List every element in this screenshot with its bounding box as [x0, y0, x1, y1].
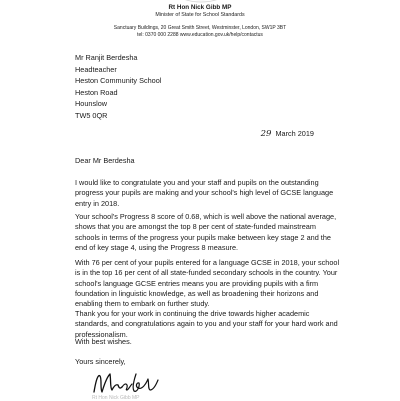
paragraph-line: Thank you for your work in continuing the drive towards higher academic: [75, 309, 310, 318]
paragraph-line: is in the top 16 per cent of all state-funded secondary schools in the country. Your: [75, 268, 338, 278]
recipient-name: Mr Ranjit Berdesha: [75, 53, 138, 62]
date-month-year: March 2019: [275, 129, 314, 138]
paragraph-line: standards, and congratulations again to you and your staff for your hard work and: [75, 319, 338, 329]
letter-date: [261, 129, 314, 139]
recipient-postcode: TW5 0QR: [75, 110, 108, 120]
paragraph-line: end of key stage 4, using the Progress 8 measure.: [75, 242, 239, 252]
paragraph-line: school's language GCSE entries means you are providing pupils with a firm: [75, 278, 319, 288]
paragraph-line: Your school's Progress 8 score of 0.68, which is well above the national average,: [75, 212, 337, 221]
paragraph-line: With 76 per cent of your pupils entered for a language GCSE in 2018, your school: [75, 258, 340, 267]
paragraph-line: schools in terms of the progress your pupils make between key stage 2 and the: [75, 232, 331, 242]
paragraph-line: enabling them to embark on further study.: [75, 299, 210, 309]
sender-title: Minister of State for School Standards: [155, 12, 245, 18]
recipient-town: Hounslow: [75, 99, 108, 108]
recipient-address-block: [75, 52, 161, 121]
date-day-handwritten: 29: [260, 129, 272, 139]
paragraph-line: I would like to congratulate you and your staff and pupils on the outstanding: [75, 178, 319, 187]
closing-line: With best wishes.: [75, 337, 132, 346]
salutation: Dear Mr Berdesha: [75, 156, 135, 165]
sign-off: Yours sincerely,: [75, 357, 126, 366]
recipient-street: Heston Road: [75, 87, 118, 97]
paragraph-congratulations: [75, 178, 355, 209]
sender-address: Sanctuary Buildings, 20 Great Smith Street, Westminster, London, SW1P 3BT: [113, 25, 287, 31]
recipient-school: Heston Community School: [75, 76, 162, 85]
paragraph-thanks: [75, 309, 355, 340]
paragraph-line: entry in 2018.: [75, 198, 120, 208]
sender-name: Rt Hon Nick Gibb MP: [168, 4, 232, 11]
signatory-name: Rt Hon Nick Gibb MP: [92, 395, 140, 401]
paragraph-language-gcse: [75, 258, 355, 309]
recipient-role: Headteacher: [75, 64, 117, 74]
paragraph-line: shows that you are amongst the top 8 per cent of state-funded mainstream: [75, 222, 316, 232]
paragraph-line: professionalism.: [75, 329, 128, 339]
paragraph-line: foundation in linguistic knowledge, as well as broadening their horizons and: [75, 288, 319, 298]
sender-contact: tel: 0370 000 2288 www.education.gov.uk/help/contactus: [137, 32, 263, 38]
paragraph-progress-8: [75, 212, 355, 253]
handwritten-signature: [92, 370, 164, 396]
paragraph-line: progress your pupils are making and your school's high level of GCSE language: [75, 188, 334, 198]
